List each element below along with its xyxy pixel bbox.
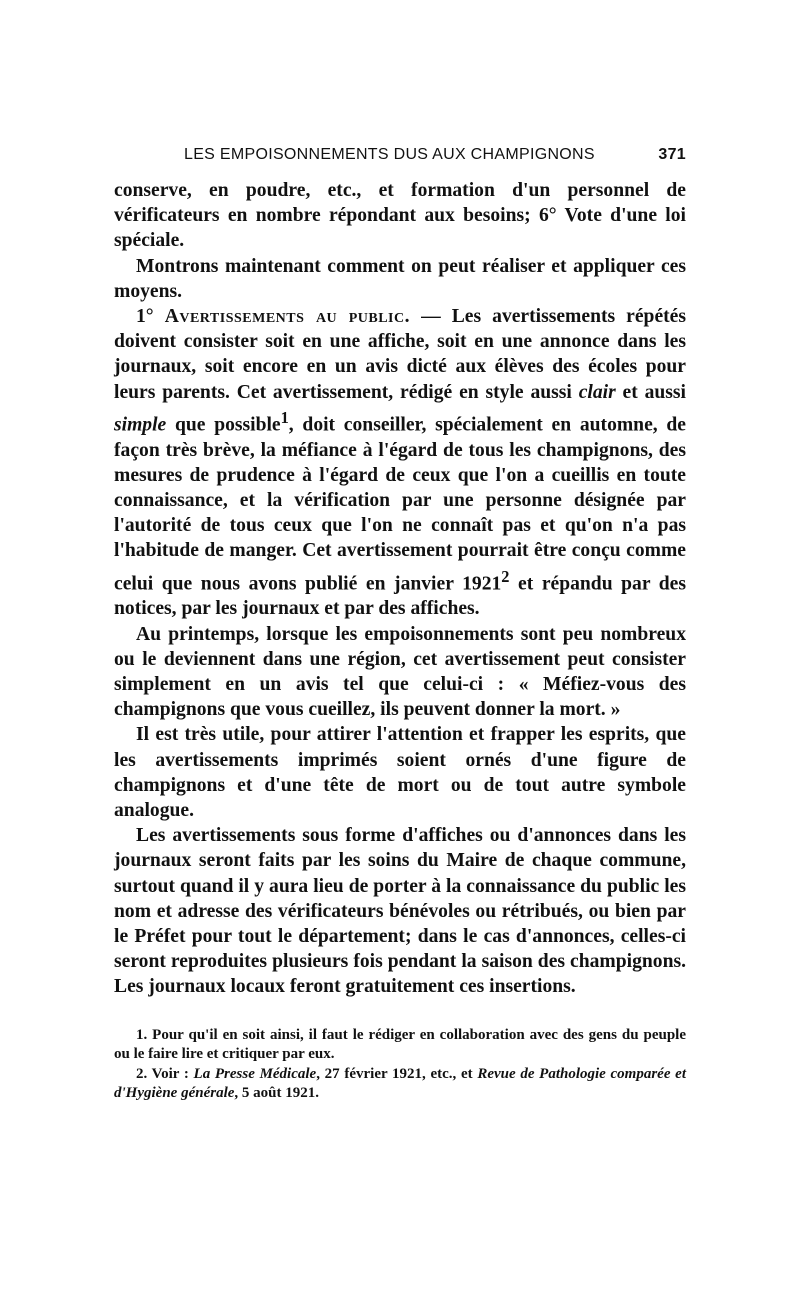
paragraph-3 [114,304,686,622]
section-number: 1° [136,306,154,328]
emphasis-clair: clair [578,381,616,403]
paragraph-6: Les avertissements sous forme d'affiches ou d'annonces dans les journaux seront faits par les soins du Maire de chaque commune, surtout quand il y aura lieu de porter à la connaissance du public les nom et adresse des vérificateurs bénévoles ou rétribués, ou bien par le Préfet pour tout le département; dans le cas d'annonces, celles-ci seront reproduites plusieurs fois pendant la saison des champignons. Les journaux locaux feront gratuitement ces insertions. [114,825,686,998]
paragraph-3-text-d: , doit conseiller, spécialement en automne, de façon très brève, la méfiance à l'égard de tous les champignons, des mesures de prudence à l'égard de ceux que l'on a cueillis en toute connaissance, et la vérification par une personne désignée par l'autorité de tous ceux que l'on ne connaît pas et qu'on n'a pas l'habitude de manger. Cet avertissement pourrait être conçu comme celui que nous avons publié en janvier 1921 [114,414,686,595]
paragraph-4: Au printemps, lorsque les empoisonnements sont peu nombreux ou le deviennent dans une région, cet avertissement peut consister simplement en un avis tel que celui-ci : « Méfiez-vous des champignons que vous cueillez, ils peuvent donner la mort. » [114,623,686,721]
running-title: LES EMPOISONNEMENTS DUS AUX CHAMPIGNONS [184,146,595,163]
section-heading: Avertissements au public. [164,306,411,328]
running-header [114,146,686,164]
journal-title-2: Revue de Pathologie comparée et d'Hygiène générale [114,1065,686,1102]
book-page [114,146,686,1104]
footnote-2-text-b: , 27 février 1921, etc., et [316,1065,478,1082]
body-text [114,178,686,1000]
footnote-ref-2: 2 [501,566,510,586]
journal-title-1: La Presse Médicale [193,1065,317,1082]
emphasis-simple: simple [114,414,167,436]
paragraph-5: Il est très utile, pour attirer l'attention et frapper les esprits, que les avertissements imprimés soient ornés d'une figure de champignons et d'une tête de mort ou de tout autre symbole analogue. [114,724,686,821]
footnote-ref-1: 1 [280,407,289,427]
footnote-2-text-a: 2. Voir : [136,1065,194,1082]
footnote-1: 1. Pour qu'il en soit ainsi, il faut le rédiger en collaboration avec des gens du peuple ou le faire lire et critiquer par eux. [114,1026,686,1063]
paragraph-3-text-e: et répandu par des notices, par les journaux et par des affiches. [114,573,686,620]
paragraph-3-text-c: que possible [166,414,281,436]
paragraph-3-text-b: et aussi [615,381,686,403]
footnote-2 [114,1065,686,1104]
paragraph-2: Montrons maintenant comment on peut réaliser et appliquer ces moyens. [114,255,686,302]
footnote-2-text-c: , 5 août 1921. [234,1085,319,1102]
page-number: 371 [658,146,686,163]
paragraph-1: conserve, en poudre, etc., et formation d'un personnel de vérificateurs en nombre répondant aux besoins; 6° Vote d'une loi spéciale. [114,180,686,252]
paragraph-3-text-a: — Les avertissements répétés doivent consister soit en une affiche, soit en une annonce dans les journaux, soit encore en un avis dicté aux élèves des écoles pour leurs parents. Cet avertissement, rédigé en style aussi [114,306,686,403]
footnotes [114,1026,686,1104]
